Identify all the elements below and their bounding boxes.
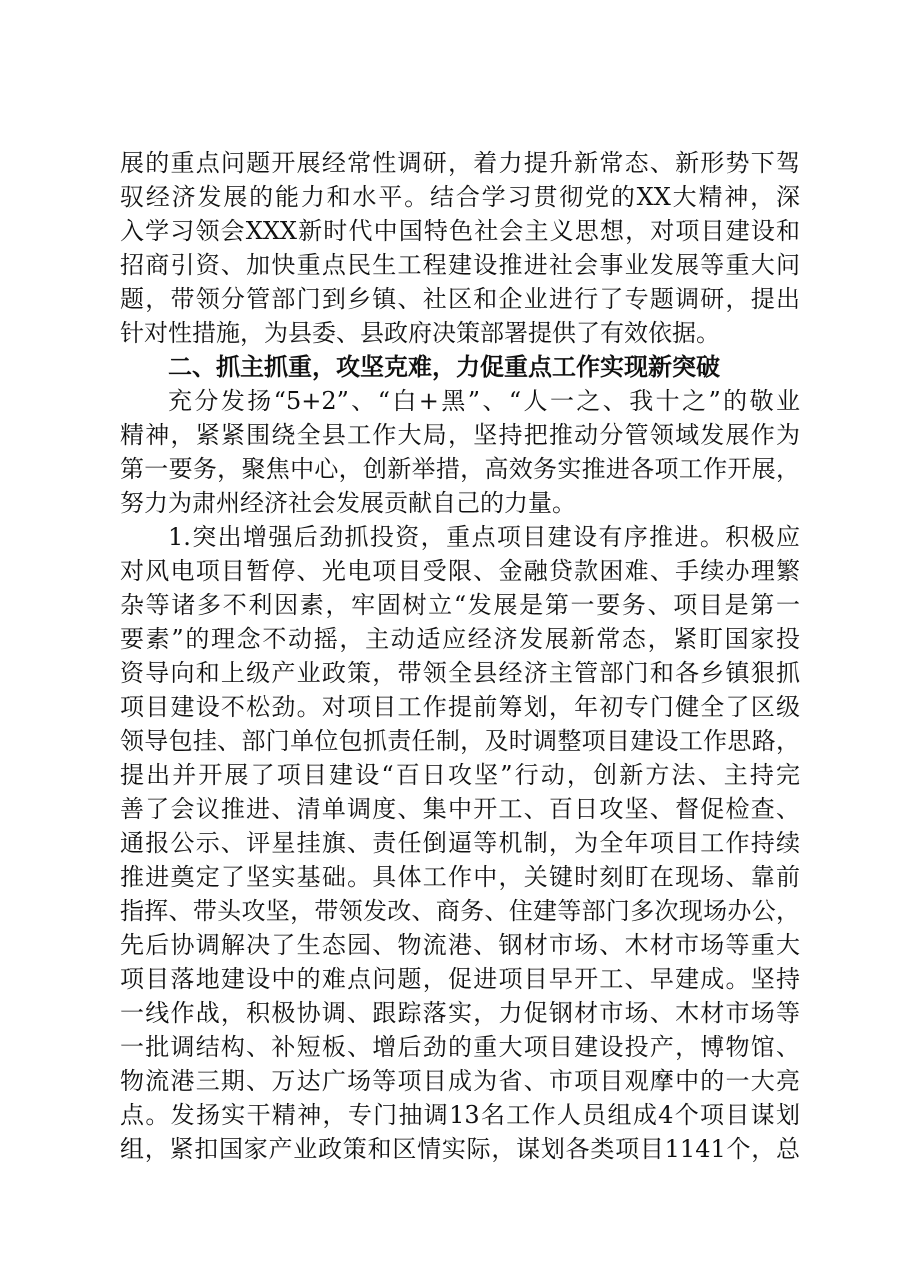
section-heading: 二、抓主抓重，攻坚克难，力促重点工作实现新突破	[168, 353, 720, 381]
text-line: 一批调结构、补短板、增后劲的重大项目建设投产，博物馆、	[120, 1033, 800, 1061]
text-line: 提出并开展了项目建设“百日攻坚”行动，创新方法、主持完	[120, 761, 800, 789]
text-line: 领导包挂、部门单位包抓责任制，及时调整项目建设工作思路，	[120, 727, 800, 755]
text-line: 点。发扬实干精神，专门抽调13名工作人员组成4个项目谋划	[120, 1101, 800, 1129]
document-body	[120, 146, 800, 1166]
text-line: 物流港三期、万达广场等项目成为省、市项目观摩中的一大亮	[120, 1067, 800, 1095]
text-line: 组，紧扣国家产业政策和区情实际，谋划各类项目1141个，总	[120, 1135, 800, 1163]
text-line: 招商引资、加快重点民生工程建设推进社会事业发展等重大问	[120, 251, 800, 279]
text-line: 第一要务，聚焦中心，创新举措，高效务实推进各项工作开展，	[120, 455, 800, 483]
text-line: 先后协调解决了生态园、物流港、钢材市场、木材市场等重大	[120, 931, 800, 959]
paragraph-2	[120, 384, 800, 520]
text-line: 推进奠定了坚实基础。具体工作中，关键时刻盯在现场、靠前	[120, 863, 800, 891]
text-line: 入学习领会XXX新时代中国特色社会主义思想，对项目建设和	[120, 217, 800, 245]
text-line: 项目落地建设中的难点问题，促进项目早开工、早建成。坚持	[120, 965, 800, 993]
text-line: 1.突出增强后劲抓投资，重点项目建设有序推进。积极应	[168, 523, 800, 551]
text-line: 通报公示、评星挂旗、责任倒逼等机制，为全年项目工作持续	[120, 829, 800, 857]
text-line: 资导向和上级产业政策，带领全县经济主管部门和各乡镇狠抓	[120, 659, 800, 687]
text-line: 要素”的理念不动摇，主动适应经济发展新常态，紧盯国家投	[120, 625, 800, 653]
text-line: 题，带领分管部门到乡镇、社区和企业进行了专题调研，提出	[120, 285, 800, 313]
text-line: 展的重点问题开展经常性调研，着力提升新常态、新形势下驾	[120, 149, 800, 177]
text-line: 精神，紧紧围绕全县工作大局，坚持把推动分管领域发展作为	[120, 421, 800, 449]
text-line: 针对性措施，为县委、县政府决策部署提供了有效依据。	[120, 319, 720, 347]
paragraph-3	[120, 520, 800, 1166]
text-line: 对风电项目暂停、光电项目受限、金融贷款困难、手续办理繁	[120, 557, 800, 585]
text-line: 杂等诸多不利因素，牢固树立“发展是第一要务、项目是第一	[120, 591, 800, 619]
text-line: 驭经济发展的能力和水平。结合学习贯彻党的XX大精神，深	[120, 183, 800, 211]
paragraph-1	[120, 146, 800, 350]
text-line: 充分发扬“5+2”、“白+黑”、“人一之、我十之”的敬业	[168, 387, 800, 415]
text-line: 指挥、带头攻坚，带领发改、商务、住建等部门多次现场办公，	[120, 897, 800, 925]
text-line: 善了会议推进、清单调度、集中开工、百日攻坚、督促检查、	[120, 795, 800, 823]
text-line: 努力为肃州经济社会发展贡献自己的力量。	[120, 489, 576, 517]
text-line: 项目建设不松劲。对项目工作提前筹划，年初专门健全了区级	[120, 693, 800, 721]
text-line: 一线作战，积极协调、跟踪落实，力促钢材市场、木材市场等	[120, 999, 800, 1027]
